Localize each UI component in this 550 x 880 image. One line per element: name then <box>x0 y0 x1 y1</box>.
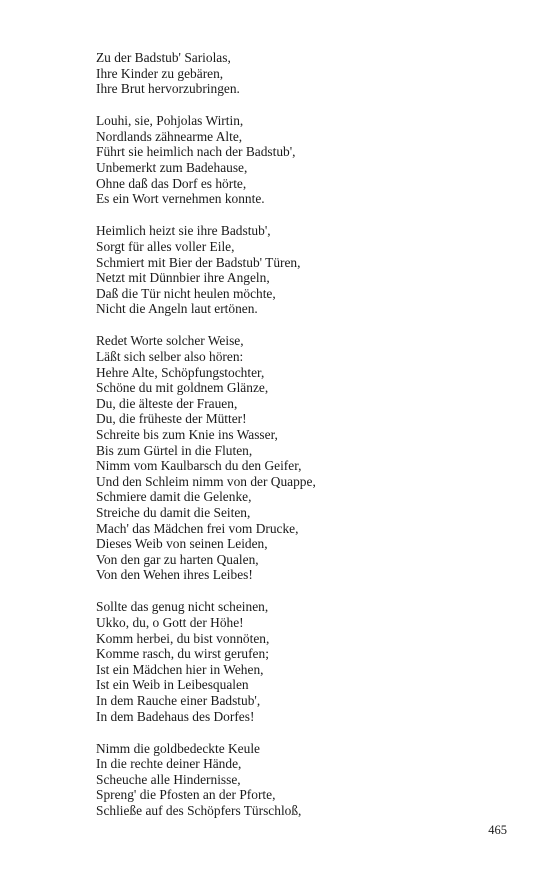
verse-line: Redet Worte solcher Weise, <box>96 333 244 349</box>
verse-line: Komme rasch, du wirst gerufen; <box>96 646 269 662</box>
verse-line: Hehre Alte, Schöpfungstochter, <box>96 364 265 380</box>
verse-line: Mach' das Mädchen frei vom Drucke, <box>96 520 299 536</box>
verse-line: Ist ein Weib in Leibesqualen <box>96 677 249 693</box>
verse-line: Louhi, sie, Pohjolas Wirtin, <box>96 113 244 129</box>
verse-line: Komm herbei, du bist vonnöten, <box>96 630 270 646</box>
verse-line: Es ein Wort vernehmen konnte. <box>96 191 265 207</box>
verse-line: Zu der Badstub' Sariolas, <box>96 50 231 65</box>
verse-line: Streiche du damit die Seiten, <box>96 504 251 520</box>
stanza <box>96 333 516 583</box>
stanza <box>96 223 516 317</box>
verse-line: Ihre Brut hervorzubringen. <box>96 81 240 97</box>
verse-line: Netzt mit Dünnbier ihre Angeln, <box>96 270 270 286</box>
verse-line: Du, die älteste der Frauen, <box>96 395 238 411</box>
verse-line: Du, die früheste der Mütter! <box>96 411 247 427</box>
verse-line: Ihre Kinder zu gebären, <box>96 65 224 81</box>
stanza <box>96 50 516 97</box>
stanza <box>96 113 516 207</box>
verse-line: In die rechte deiner Hände, <box>96 756 242 772</box>
verse-line: Schreite bis zum Knie ins Wasser, <box>96 426 278 442</box>
verse-line: Ohne daß das Dorf es hörte, <box>96 175 247 191</box>
verse-line: Heimlich heizt sie ihre Badstub', <box>96 223 271 239</box>
verse-line: Schmiere damit die Gelenke, <box>96 489 252 505</box>
verse-line: Von den Wehen ihres Leibes! <box>96 567 253 583</box>
verse-line: Spreng' die Pfosten an der Pforte, <box>96 787 276 803</box>
verse-line: Dieses Weib von seinen Leiden, <box>96 536 268 552</box>
verse-line: In dem Rauche einer Badstub', <box>96 692 261 708</box>
verse-line: Scheuche alle Hindernisse, <box>96 771 241 787</box>
verse-line: Nicht die Angeln laut ertönen. <box>96 301 258 317</box>
verse-line: Bis zum Gürtel in die Fluten, <box>96 442 253 458</box>
verse-line: Nimm vom Kaulbarsch du den Geifer, <box>96 458 302 474</box>
verse-line: Unbemerkt zum Badehause, <box>96 160 248 176</box>
verse-line: Sollte das genug nicht scheinen, <box>96 599 269 615</box>
verse-line: Schmiert mit Bier der Badstub' Türen, <box>96 254 301 270</box>
verse-line: Ukko, du, o Gott der Höhe! <box>96 615 244 630</box>
verse-line: Und den Schleim nimm von der Quappe, <box>96 473 316 489</box>
verse-line: Nordlands zähnearme Alte, <box>96 128 243 144</box>
verse-line: Läßt sich selber also hören: <box>96 349 244 364</box>
poem-text <box>96 50 516 835</box>
verse-line: Sorgt für alles voller Eile, <box>96 238 235 254</box>
stanza <box>96 599 516 724</box>
verse-line: Daß die Tür nicht heulen möchte, <box>96 285 276 301</box>
verse-line: In dem Badehaus des Dorfes! <box>96 708 255 724</box>
verse-line: Ist ein Mädchen hier in Wehen, <box>96 661 264 677</box>
stanza <box>96 741 516 819</box>
verse-line: Von den gar zu harten Qualen, <box>96 551 259 567</box>
verse-line: Nimm die goldbedeckte Keule <box>96 740 260 756</box>
verse-line: Schöne du mit goldnem Glänze, <box>96 380 269 396</box>
page-number: 465 <box>488 823 507 837</box>
verse-line: Führt sie heimlich nach der Badstub', <box>96 144 296 160</box>
verse-line: Schließe auf des Schöpfers Türschloß, <box>96 803 302 819</box>
